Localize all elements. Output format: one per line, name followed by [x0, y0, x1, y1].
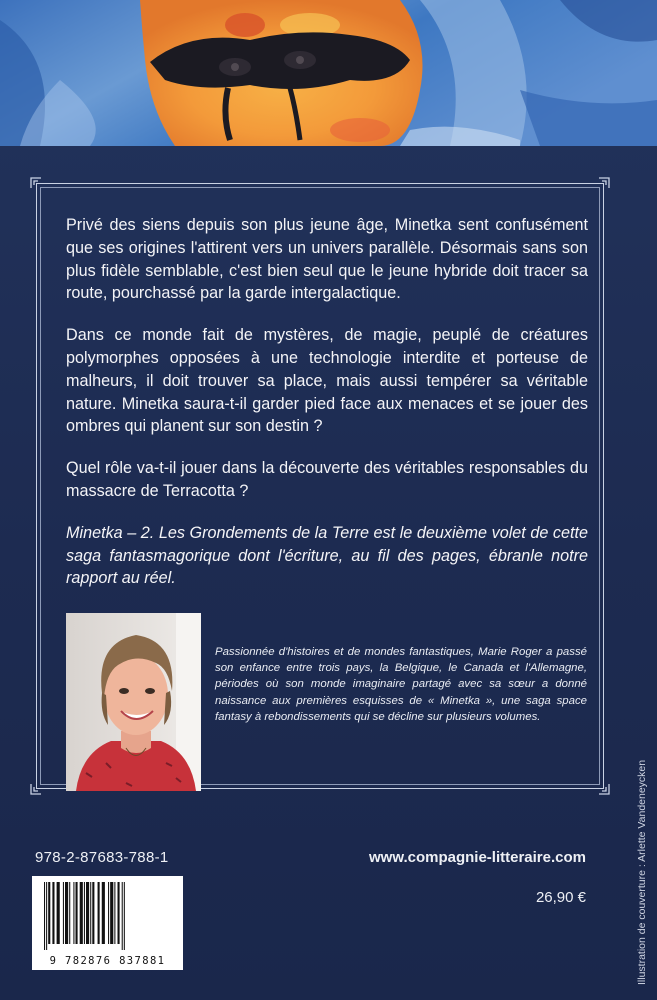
barcode-bar	[44, 882, 45, 950]
price-label: 26,90 €	[535, 889, 586, 906]
barcode-bar	[98, 882, 100, 944]
isbn-number: 978-2-87683-788-1	[35, 849, 169, 866]
barcode-bar	[52, 882, 54, 944]
isbn-barcode	[32, 876, 183, 970]
back-cover-blurb	[66, 214, 588, 609]
barcode-bar	[76, 882, 78, 944]
frame-corner-ornament-icon	[597, 176, 611, 190]
barcode-bar	[84, 882, 85, 944]
cover-illustration	[0, 0, 657, 146]
illustration-credit: Illustration de couverture : Arlette Vandeneycken	[636, 759, 648, 985]
frame-corner-ornament-icon	[29, 176, 43, 190]
barcode-bar	[57, 882, 60, 944]
barcode-bar	[48, 882, 50, 944]
blurb-paragraph: Minetka – 2. Les Grondements de la Terre est le deuxième volet de cette saga fantasmagorique dont l'écriture, au fil des pages, ébranle notre rapport au réel.	[66, 523, 588, 588]
barcode-bars	[32, 876, 183, 952]
barcode-bar	[46, 882, 47, 950]
barcode-bar	[92, 882, 94, 944]
barcode-bar	[102, 882, 105, 944]
barcode-bar	[73, 882, 74, 944]
blurb-paragraph: Quel rôle va-t-il jouer dans la découverte des véritables responsables du massacre de Terracotta ?	[66, 459, 588, 500]
barcode-bar	[86, 882, 89, 944]
barcode-bar	[118, 882, 120, 944]
frame-corner-ornament-icon	[597, 782, 611, 796]
barcode-bar	[114, 882, 115, 944]
blurb-paragraph: Privé des siens depuis son plus jeune âge, Minetka sent confusément que ses origines l'attirent vers un univers parallèle. Désormais sans son plus fidèle semblable, c'est bien seul que le jeune hybride doit tracer sa route, pourchassé par la garde intergalactique.	[66, 216, 588, 303]
barcode-bar	[90, 882, 91, 944]
barcode-bar	[80, 882, 83, 944]
barcode-digits: 9 782876 837881	[49, 955, 166, 967]
author-photo	[66, 613, 201, 791]
publisher-website: www.compagnie-litteraire.com	[369, 849, 586, 866]
frame-corner-ornament-icon	[29, 782, 43, 796]
author-bio: Passionnée d'histoires et de mondes fantastiques, Marie Roger a passé son enfance entre trois pays, la Belgique, le Canada et l'Allemagne, périodes où son monde imaginaire partagé avec sa sœur a donné naissance aux premières esquisses de « Minetka », une saga space fantasy à rebondissements qui se décline sur plusieurs volumes.	[215, 646, 587, 723]
barcode-bar	[110, 882, 113, 944]
barcode-bar	[124, 882, 125, 950]
barcode-bar	[63, 882, 64, 944]
blurb-paragraph: Dans ce monde fait de mystères, de magie, peuplé de créatures polymorphes opposées à une technologie interdite et porteuse de malheurs, il doit trouver sa place, mais aussi tempérer sa véritable nature. Minetka saura-t-il garder pied face aux menaces et se jouer des ombres qui planent sur son destin ?	[66, 326, 588, 436]
barcode-bar	[108, 882, 109, 944]
barcode-bar	[65, 882, 68, 944]
barcode-bar	[69, 882, 70, 944]
barcode-bar	[122, 882, 123, 950]
